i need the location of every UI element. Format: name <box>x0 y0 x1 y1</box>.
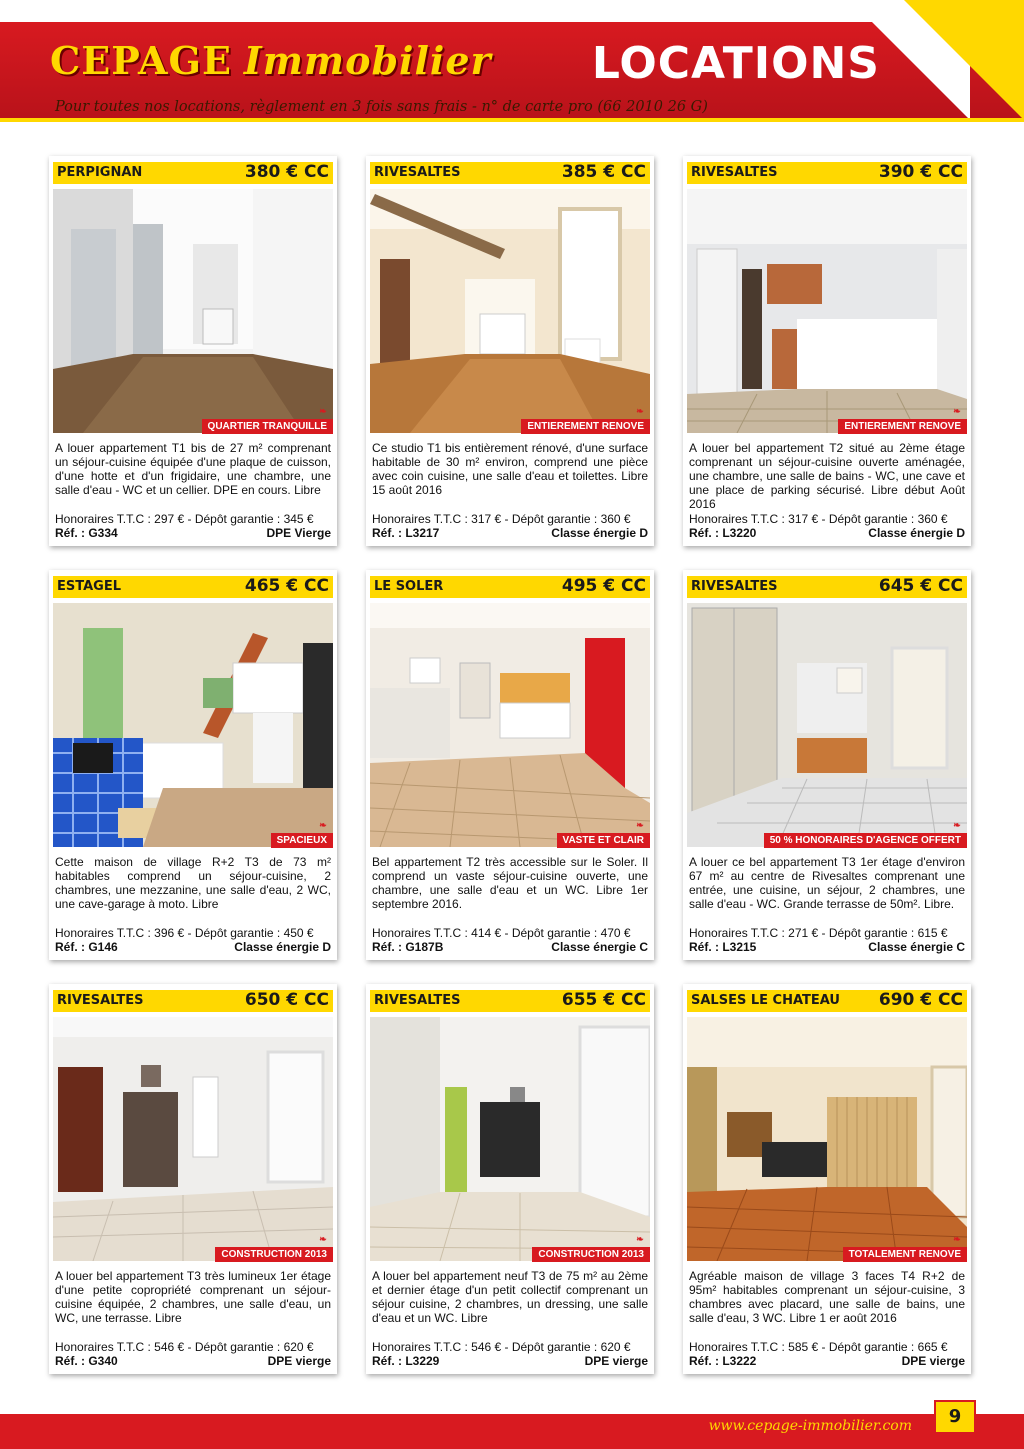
listing-price: 385 € CC <box>561 162 646 182</box>
agency-logo-icon: ❧ <box>319 406 327 416</box>
agency-logo-icon: ❧ <box>953 1234 961 1244</box>
page-number: 9 <box>934 1400 976 1434</box>
listing-reference: Réf. : G146 <box>55 940 118 954</box>
listing-card[interactable] <box>49 156 337 546</box>
listing-header <box>370 162 650 184</box>
listing-reference: Réf. : G340 <box>55 1354 118 1368</box>
agency-logo-icon: ❧ <box>953 820 961 830</box>
listing-energy-class: Classe énergie C <box>868 940 965 954</box>
listing-reference: Réf. : G187B <box>372 940 444 954</box>
listing-city: SALSES LE CHATEAU <box>691 993 840 1008</box>
listing-fees: Honoraires T.T.C : 546 € - Dépôt garantie : 620 € <box>55 1340 314 1354</box>
listing-description: A louer bel appartement T3 très lumineux 1er étage d'une petite copropriété comprenant un séjour-cuisine équipée, 2 chambres, une salle d'eau, un WC, une terrasse. Libre <box>55 1269 331 1325</box>
brand-logo <box>50 38 492 83</box>
listing-energy-class: Classe énergie D <box>234 940 331 954</box>
listing-description: A louer appartement T1 bis de 27 m² comprenant un séjour-cuisine équipée d'une plaque de cuisson, d'une hotte et d'un frigidaire, une chambre, une salle d'eau - WC et un cellier. DPE en cours. Libre <box>55 441 331 497</box>
listing-energy-class: Classe énergie D <box>551 526 648 540</box>
listing-city: RIVESALTES <box>57 993 144 1008</box>
listing-energy-class: DPE vierge <box>901 1354 965 1368</box>
listing-city: LE SOLER <box>374 579 444 594</box>
listing-fees: Honoraires T.T.C : 414 € - Dépôt garantie : 470 € <box>372 926 631 940</box>
listing-fees: Honoraires T.T.C : 297 € - Dépôt garantie : 345 € <box>55 512 314 526</box>
agency-logo-icon: ❧ <box>636 406 644 416</box>
listing-header <box>53 576 333 598</box>
listing-card[interactable] <box>49 570 337 960</box>
listing-photo[interactable] <box>370 603 650 847</box>
listing-energy-class: DPE Vierge <box>266 526 331 540</box>
listing-badge: QUARTIER TRANQUILLE <box>202 419 333 434</box>
brand-script: Immobilier <box>243 38 492 83</box>
agency-logo-icon: ❧ <box>636 1234 644 1244</box>
listing-photo[interactable] <box>687 189 967 433</box>
listing-badge: VASTE ET CLAIR <box>557 833 650 848</box>
listing-reference: Réf. : G334 <box>55 526 118 540</box>
listing-fees: Honoraires T.T.C : 396 € - Dépôt garantie : 450 € <box>55 926 314 940</box>
listing-header <box>370 990 650 1012</box>
listing-city: RIVESALTES <box>691 579 778 594</box>
listing-badge: SPACIEUX <box>271 833 333 848</box>
listing-reference: Réf. : L3229 <box>372 1354 440 1368</box>
listing-badge: 50 % HONORAIRES D'AGENCE OFFERT <box>764 833 967 848</box>
listing-city: ESTAGEL <box>57 579 121 594</box>
listing-energy-class: DPE vierge <box>267 1354 331 1368</box>
listing-reference: Réf. : L3217 <box>372 526 440 540</box>
agency-logo-icon: ❧ <box>953 406 961 416</box>
listing-energy-class: DPE vierge <box>584 1354 648 1368</box>
listing-city: RIVESALTES <box>374 165 461 180</box>
listing-city: RIVESALTES <box>374 993 461 1008</box>
listing-header <box>370 576 650 598</box>
listing-badge: CONSTRUCTION 2013 <box>215 1247 333 1262</box>
listing-photo[interactable] <box>687 603 967 847</box>
listing-badge: CONSTRUCTION 2013 <box>532 1247 650 1262</box>
listing-reference: Réf. : L3220 <box>689 526 757 540</box>
listing-price: 655 € CC <box>561 990 646 1010</box>
agency-logo-icon: ❧ <box>319 1234 327 1244</box>
listing-price: 650 € CC <box>244 990 329 1010</box>
listing-fees: Honoraires T.T.C : 271 € - Dépôt garantie : 615 € <box>689 926 948 940</box>
listing-price: 645 € CC <box>878 576 963 596</box>
listing-price: 495 € CC <box>561 576 646 596</box>
listing-price: 390 € CC <box>878 162 963 182</box>
listing-header <box>53 162 333 184</box>
listing-city: RIVESALTES <box>691 165 778 180</box>
agency-logo-icon: ❧ <box>319 820 327 830</box>
listing-photo[interactable] <box>53 603 333 847</box>
listing-fees: Honoraires T.T.C : 546 € - Dépôt garantie : 620 € <box>372 1340 631 1354</box>
header-underline <box>0 118 1024 122</box>
listing-description: Ce studio T1 bis entièrement rénové, d'une surface habitable de 30 m² environ, comprend une pièce avec coin cuisine, une salle d'eau et toilettes. Libre 15 août 2016 <box>372 441 648 497</box>
listing-header <box>687 162 967 184</box>
listing-photo[interactable] <box>53 189 333 433</box>
listing-description: Agréable maison de village 3 faces T4 R+2 de 95m² habitables comprenant un séjour-cuisine, 3 chambres avec placard, une salle de bains, une salle d'eau, 3 WC. Libre 1 er août 2016 <box>689 1269 965 1325</box>
listing-city: PERPIGNAN <box>57 165 143 180</box>
listing-description: A louer bel appartement neuf T3 de 75 m² au 2ème et dernier étage d'un petit collectif comprenant un séjour cuisine, 2 chambres, un dressing, une salle d'eau et un WC. Libre <box>372 1269 648 1325</box>
listing-card[interactable] <box>683 156 971 546</box>
listing-photo[interactable] <box>370 1017 650 1261</box>
listing-price: 465 € CC <box>244 576 329 596</box>
listing-header <box>687 576 967 598</box>
listing-card[interactable] <box>366 984 654 1374</box>
listing-reference: Réf. : L3215 <box>689 940 757 954</box>
listing-fees: Honoraires T.T.C : 585 € - Dépôt garantie : 665 € <box>689 1340 948 1354</box>
listing-badge: TOTALEMENT RENOVE <box>843 1247 967 1262</box>
listing-photo[interactable] <box>687 1017 967 1261</box>
listing-description: A louer ce bel appartement T3 1er étage d'environ 67 m² au centre de Rivesaltes comprenant une entrée, une cuisine, un séjour, 2 chambres, une salle d'eau - WC. Grande terrasse de 50m². Libre. <box>689 855 965 911</box>
listing-energy-class: Classe énergie D <box>868 526 965 540</box>
listing-fees: Honoraires T.T.C : 317 € - Dépôt garantie : 360 € <box>372 512 631 526</box>
listing-card[interactable] <box>366 156 654 546</box>
listing-card[interactable] <box>49 984 337 1374</box>
listing-header <box>53 990 333 1012</box>
listing-card[interactable] <box>366 570 654 960</box>
header-corner-stripe <box>904 0 1024 120</box>
listing-reference: Réf. : L3222 <box>689 1354 757 1368</box>
listing-card[interactable] <box>683 984 971 1374</box>
listing-price: 380 € CC <box>244 162 329 182</box>
tagline: Pour toutes nos locations, règlement en 3 fois sans frais - n° de carte pro (66 2010 26 G) <box>55 99 708 115</box>
agency-logo-icon: ❧ <box>636 820 644 830</box>
listing-badge: ENTIEREMENT RENOVE <box>838 419 967 434</box>
section-title: LOCATIONS <box>591 38 880 89</box>
listing-description: Cette maison de village R+2 T3 de 73 m² habitables comprend un séjour-cuisine, 2 chambres, une mezzanine, une salle d'eau, 2 WC, une cave-garage à moto. Libre <box>55 855 331 911</box>
listing-description: A louer bel appartement T2 situé au 2ème étage comprenant un séjour-cuisine ouverte aménagée, une chambre, une salle de bains - WC, une cave et une place de parking sécurisé. Libre début Août 2016 <box>689 441 965 511</box>
listing-energy-class: Classe énergie C <box>551 940 648 954</box>
listing-card[interactable] <box>683 570 971 960</box>
listing-description: Bel appartement T2 très accessible sur le Soler. Il comprend un vaste séjour-cuisine ouverte, une chambre, une salle d'eau et un WC. Libre 1er septembre 2016. <box>372 855 648 911</box>
listing-badge: ENTIEREMENT RENOVE <box>521 419 650 434</box>
footer-url[interactable]: www.cepage-immobilier.com <box>708 1418 912 1434</box>
brand-main: CEPAGE <box>50 38 232 83</box>
listing-photo[interactable] <box>370 189 650 433</box>
listing-price: 690 € CC <box>878 990 963 1010</box>
listing-fees: Honoraires T.T.C : 317 € - Dépôt garantie : 360 € <box>689 512 948 526</box>
listing-header <box>687 990 967 1012</box>
listing-photo[interactable] <box>53 1017 333 1261</box>
